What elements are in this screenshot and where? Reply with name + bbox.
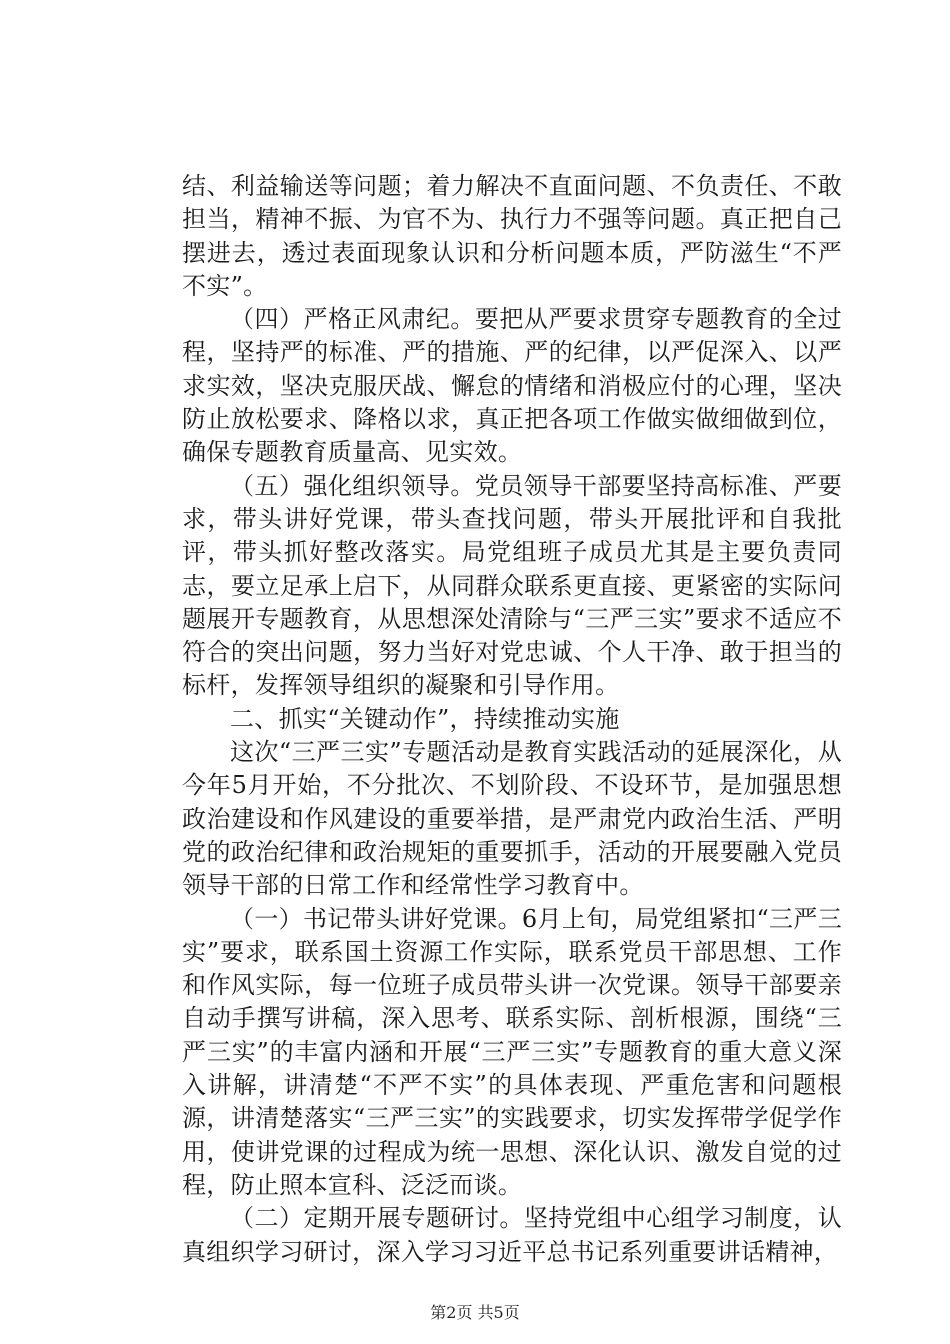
document-body	[182, 170, 842, 1269]
paragraph-subsection-one: （一）书记带头讲好党课。6月上旬，局党组紧扣“三严三实”要求，联系国土资源工作实际，联系党员干部思想、工作和作风实际，每一位班子成员带头讲一次党课。领导干部要亲自动手撰写讲稿，深入思考、联系实际、剖析根源，围绕“三严三实”的丰富内涵和开展“三严三实”专题教育的重大意义深入讲解，讲清楚“不严不实”的具体表现、严重危害和问题根源，讲清楚落实“三严三实”的实践要求，切实发挥带学促学作用，使讲党课的过程成为统一思想、深化认识、激发自觉的过程，防止照本宣科、泛泛而谈。	[182, 904, 842, 1199]
section-heading-two: 二、抓实“关键动作”，持续推动实施	[230, 704, 620, 733]
paragraph-continuation: 结、利益输送等问题；着力解决不直面问题、不负责任、不敢担当，精神不振、为官不为、执行力不强等问题。真正把自己摆进去，透过表面现象认识和分析问题本质，严防滋生“不严不实”。	[182, 172, 842, 300]
paragraph-intro: 这次“三严三实”专题活动是教育实践活动的延展深化，从今年5月开始，不分批次、不划阶段、不设环节，是加强思想政治建设和作风建设的重要举措，是严肃党内政治生活、严明党的政治纪律和政治规矩的重要抓手，活动的开展要融入党员领导干部的日常工作和经常性学习教育中。	[182, 738, 842, 900]
paragraph-section-five: （五）强化组织领导。党员领导干部要坚持高标准、严要求，带头讲好党课，带头查找问题，带头开展批评和自我批评，带头抓好整改落实。局党组班子成员尤其是主要负责同志，要立足承上启下，从同群众联系更直接、更紧密的实际问题展开专题教育，从思想深处清除与“三严三实”要求不适应不符合的突出问题，努力当好对党忠诚、个人干净、敢于担当的标杆，发挥领导组织的凝聚和引导作用。	[182, 471, 842, 700]
paragraph-subsection-two: （二）定期开展专题研讨。坚持党组中心组学习制度，认真组织学习研讨，深入学习习近平总书记系列重要讲话精神，	[182, 1204, 842, 1266]
page-footer: 第2页 共5页	[430, 1303, 520, 1322]
paragraph-section-four: （四）严格正风肃纪。要把从严要求贯穿专题教育的全过程，坚持严的标准、严的措施、严的纪律，以严促深入、以严求实效，坚决克服厌战、懈怠的情绪和消极应付的心理，坚决防止放松要求、降格以求，真正把各项工作做实做细做到位，确保专题教育质量高、见实效。	[182, 305, 842, 467]
